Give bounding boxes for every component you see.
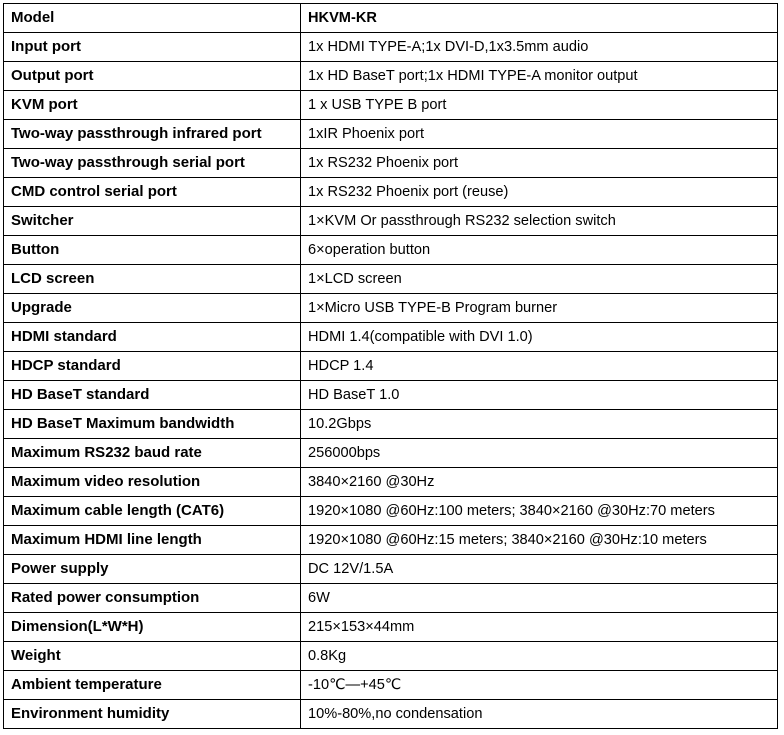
spec-label-cell: Output port <box>4 62 301 91</box>
table-row <box>4 323 778 352</box>
spec-value-cell: 1 x USB TYPE B port <box>301 91 778 120</box>
spec-label-cell: HD BaseT Maximum bandwidth <box>4 410 301 439</box>
table-row <box>4 613 778 642</box>
table-row <box>4 91 778 120</box>
table-row <box>4 62 778 91</box>
spec-label-cell: Environment humidity <box>4 700 301 729</box>
spec-value-cell: 0.8Kg <box>301 642 778 671</box>
spec-value-cell: 10%-80%,no condensation <box>301 700 778 729</box>
spec-label-cell: KVM port <box>4 91 301 120</box>
spec-value-cell: 6×operation button <box>301 236 778 265</box>
spec-label-cell: Two-way passthrough infrared port <box>4 120 301 149</box>
header-value-cell: HKVM-KR <box>301 4 778 33</box>
spec-value-cell: 1x HDMI TYPE-A;1x DVI-D,1x3.5mm audio <box>301 33 778 62</box>
table-row <box>4 265 778 294</box>
spec-table <box>3 3 778 729</box>
table-row <box>4 439 778 468</box>
table-row <box>4 497 778 526</box>
spec-label-cell: Maximum cable length (CAT6) <box>4 497 301 526</box>
spec-label-cell: Rated power consumption <box>4 584 301 613</box>
spec-label-cell: Dimension(L*W*H) <box>4 613 301 642</box>
spec-value-cell: 6W <box>301 584 778 613</box>
table-row <box>4 526 778 555</box>
spec-value-cell: 1×KVM Or passthrough RS232 selection switch <box>301 207 778 236</box>
table-row <box>4 642 778 671</box>
table-row <box>4 468 778 497</box>
table-row <box>4 33 778 62</box>
spec-value-cell: 10.2Gbps <box>301 410 778 439</box>
spec-value-cell: 1xIR Phoenix port <box>301 120 778 149</box>
spec-label-cell: Weight <box>4 642 301 671</box>
spec-value-cell: 1920×1080 @60Hz:100 meters; 3840×2160 @30Hz:70 meters <box>301 497 778 526</box>
table-header-row <box>4 4 778 33</box>
spec-label-cell: Maximum video resolution <box>4 468 301 497</box>
spec-label-cell: Maximum HDMI line length <box>4 526 301 555</box>
spec-label-cell: LCD screen <box>4 265 301 294</box>
spec-value-cell: 1x RS232 Phoenix port <box>301 149 778 178</box>
header-label-cell: Model <box>4 4 301 33</box>
spec-value-cell: 1×Micro USB TYPE-B Program burner <box>301 294 778 323</box>
spec-value-cell: 1x RS232 Phoenix port (reuse) <box>301 178 778 207</box>
spec-label-cell: Maximum RS232 baud rate <box>4 439 301 468</box>
spec-label-cell: Input port <box>4 33 301 62</box>
spec-value-cell: 3840×2160 @30Hz <box>301 468 778 497</box>
table-row <box>4 352 778 381</box>
table-row <box>4 294 778 323</box>
spec-label-cell: CMD control serial port <box>4 178 301 207</box>
spec-value-cell: HD BaseT 1.0 <box>301 381 778 410</box>
spec-value-cell: DC 12V/1.5A <box>301 555 778 584</box>
spec-label-cell: Switcher <box>4 207 301 236</box>
table-row <box>4 120 778 149</box>
table-row <box>4 381 778 410</box>
spec-value-cell: 1x HD BaseT port;1x HDMI TYPE-A monitor output <box>301 62 778 91</box>
spec-label-cell: HDMI standard <box>4 323 301 352</box>
spec-value-cell: -10℃—+45℃ <box>301 671 778 700</box>
table-row <box>4 555 778 584</box>
spec-value-cell: HDCP 1.4 <box>301 352 778 381</box>
table-row <box>4 149 778 178</box>
spec-label-cell: Upgrade <box>4 294 301 323</box>
spec-table-body <box>4 4 778 729</box>
spec-value-cell: 215×153×44mm <box>301 613 778 642</box>
spec-value-cell: 256000bps <box>301 439 778 468</box>
table-row <box>4 178 778 207</box>
spec-value-cell: 1920×1080 @60Hz:15 meters; 3840×2160 @30Hz:10 meters <box>301 526 778 555</box>
spec-label-cell: HDCP standard <box>4 352 301 381</box>
table-row <box>4 700 778 729</box>
spec-label-cell: Power supply <box>4 555 301 584</box>
table-row <box>4 207 778 236</box>
table-row <box>4 410 778 439</box>
table-row <box>4 671 778 700</box>
spec-label-cell: HD BaseT standard <box>4 381 301 410</box>
spec-label-cell: Ambient temperature <box>4 671 301 700</box>
spec-value-cell: 1×LCD screen <box>301 265 778 294</box>
spec-value-cell: HDMI 1.4(compatible with DVI 1.0) <box>301 323 778 352</box>
spec-label-cell: Button <box>4 236 301 265</box>
table-row <box>4 584 778 613</box>
table-row <box>4 236 778 265</box>
spec-label-cell: Two-way passthrough serial port <box>4 149 301 178</box>
